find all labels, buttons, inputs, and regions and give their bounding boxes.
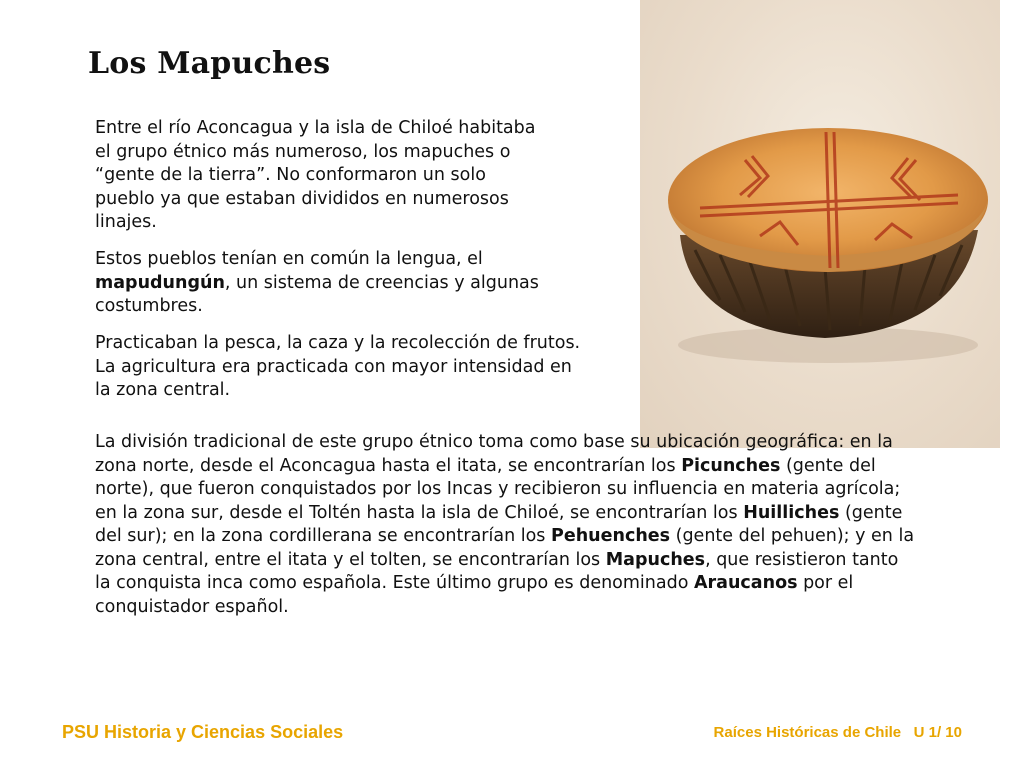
term-pehuenches: Pehuenches — [551, 526, 671, 546]
paragraph-economy: Practicaban la pesca, la caza y la recolección de frutos. La agricultura era practicada con mayor intensidad en la zona central. — [95, 333, 581, 400]
division-text-3: (gente del sur); en la zona cordillerana se encontrarían los — [95, 502, 903, 546]
kultrun-drum-illustration — [640, 0, 1000, 448]
division-text-1: La división tradicional de este grupo étnico toma como base su ubicación geográfica: en la zona norte, desde el Aconcagua hasta el itata, se encontrarían los — [95, 432, 893, 476]
term-mapudungun: mapudungún — [95, 272, 225, 293]
slide-title: Los Mapuches — [88, 46, 331, 81]
term-huilliches: Huilliches — [743, 502, 840, 523]
paragraph-language — [95, 248, 545, 319]
kultrun-drum-image — [640, 0, 1000, 448]
division-text-4: (gente del pehuen); y en la zona central, entre el itata y el tolten, se encontrarían los — [95, 526, 915, 570]
division-text-5: , que resistieron tanto la conquista inca como española. Este último grupo es denominado — [95, 549, 899, 593]
term-mapuches: Mapuches — [605, 549, 706, 570]
footer-unit-label: Raíces Históricas de Chile U 1/ 10 — [713, 724, 962, 741]
paragraph-division — [95, 431, 915, 619]
paragraph-language-text: Estos pueblos tenían en común la lengua, el — [95, 249, 483, 269]
term-picunches: Picunches — [681, 455, 781, 476]
division-text-2: (gente del norte), que fueron conquistados por los Incas y recibieron su influencia en materia agrícola; en la zona sur, desde el Toltén hasta la isla de Chiloé, se encontrarían los — [95, 455, 901, 523]
division-text-6: por el conquistador español. — [95, 573, 854, 617]
paragraph-intro: Entre el río Aconcagua y la isla de Chiloé habitaba el grupo étnico más numeroso, los mapuches o “gente de la tierra”. No conformaron un solo pueblo ya que estaban divididos en numerosos linajes. — [95, 118, 536, 232]
term-araucanos: Araucanos — [693, 573, 798, 593]
paragraph-language-text-end: , un sistema de creencias y algunas costumbres. — [95, 272, 539, 316]
footer-course-title: PSU Historia y Ciencias Sociales — [62, 722, 344, 742]
